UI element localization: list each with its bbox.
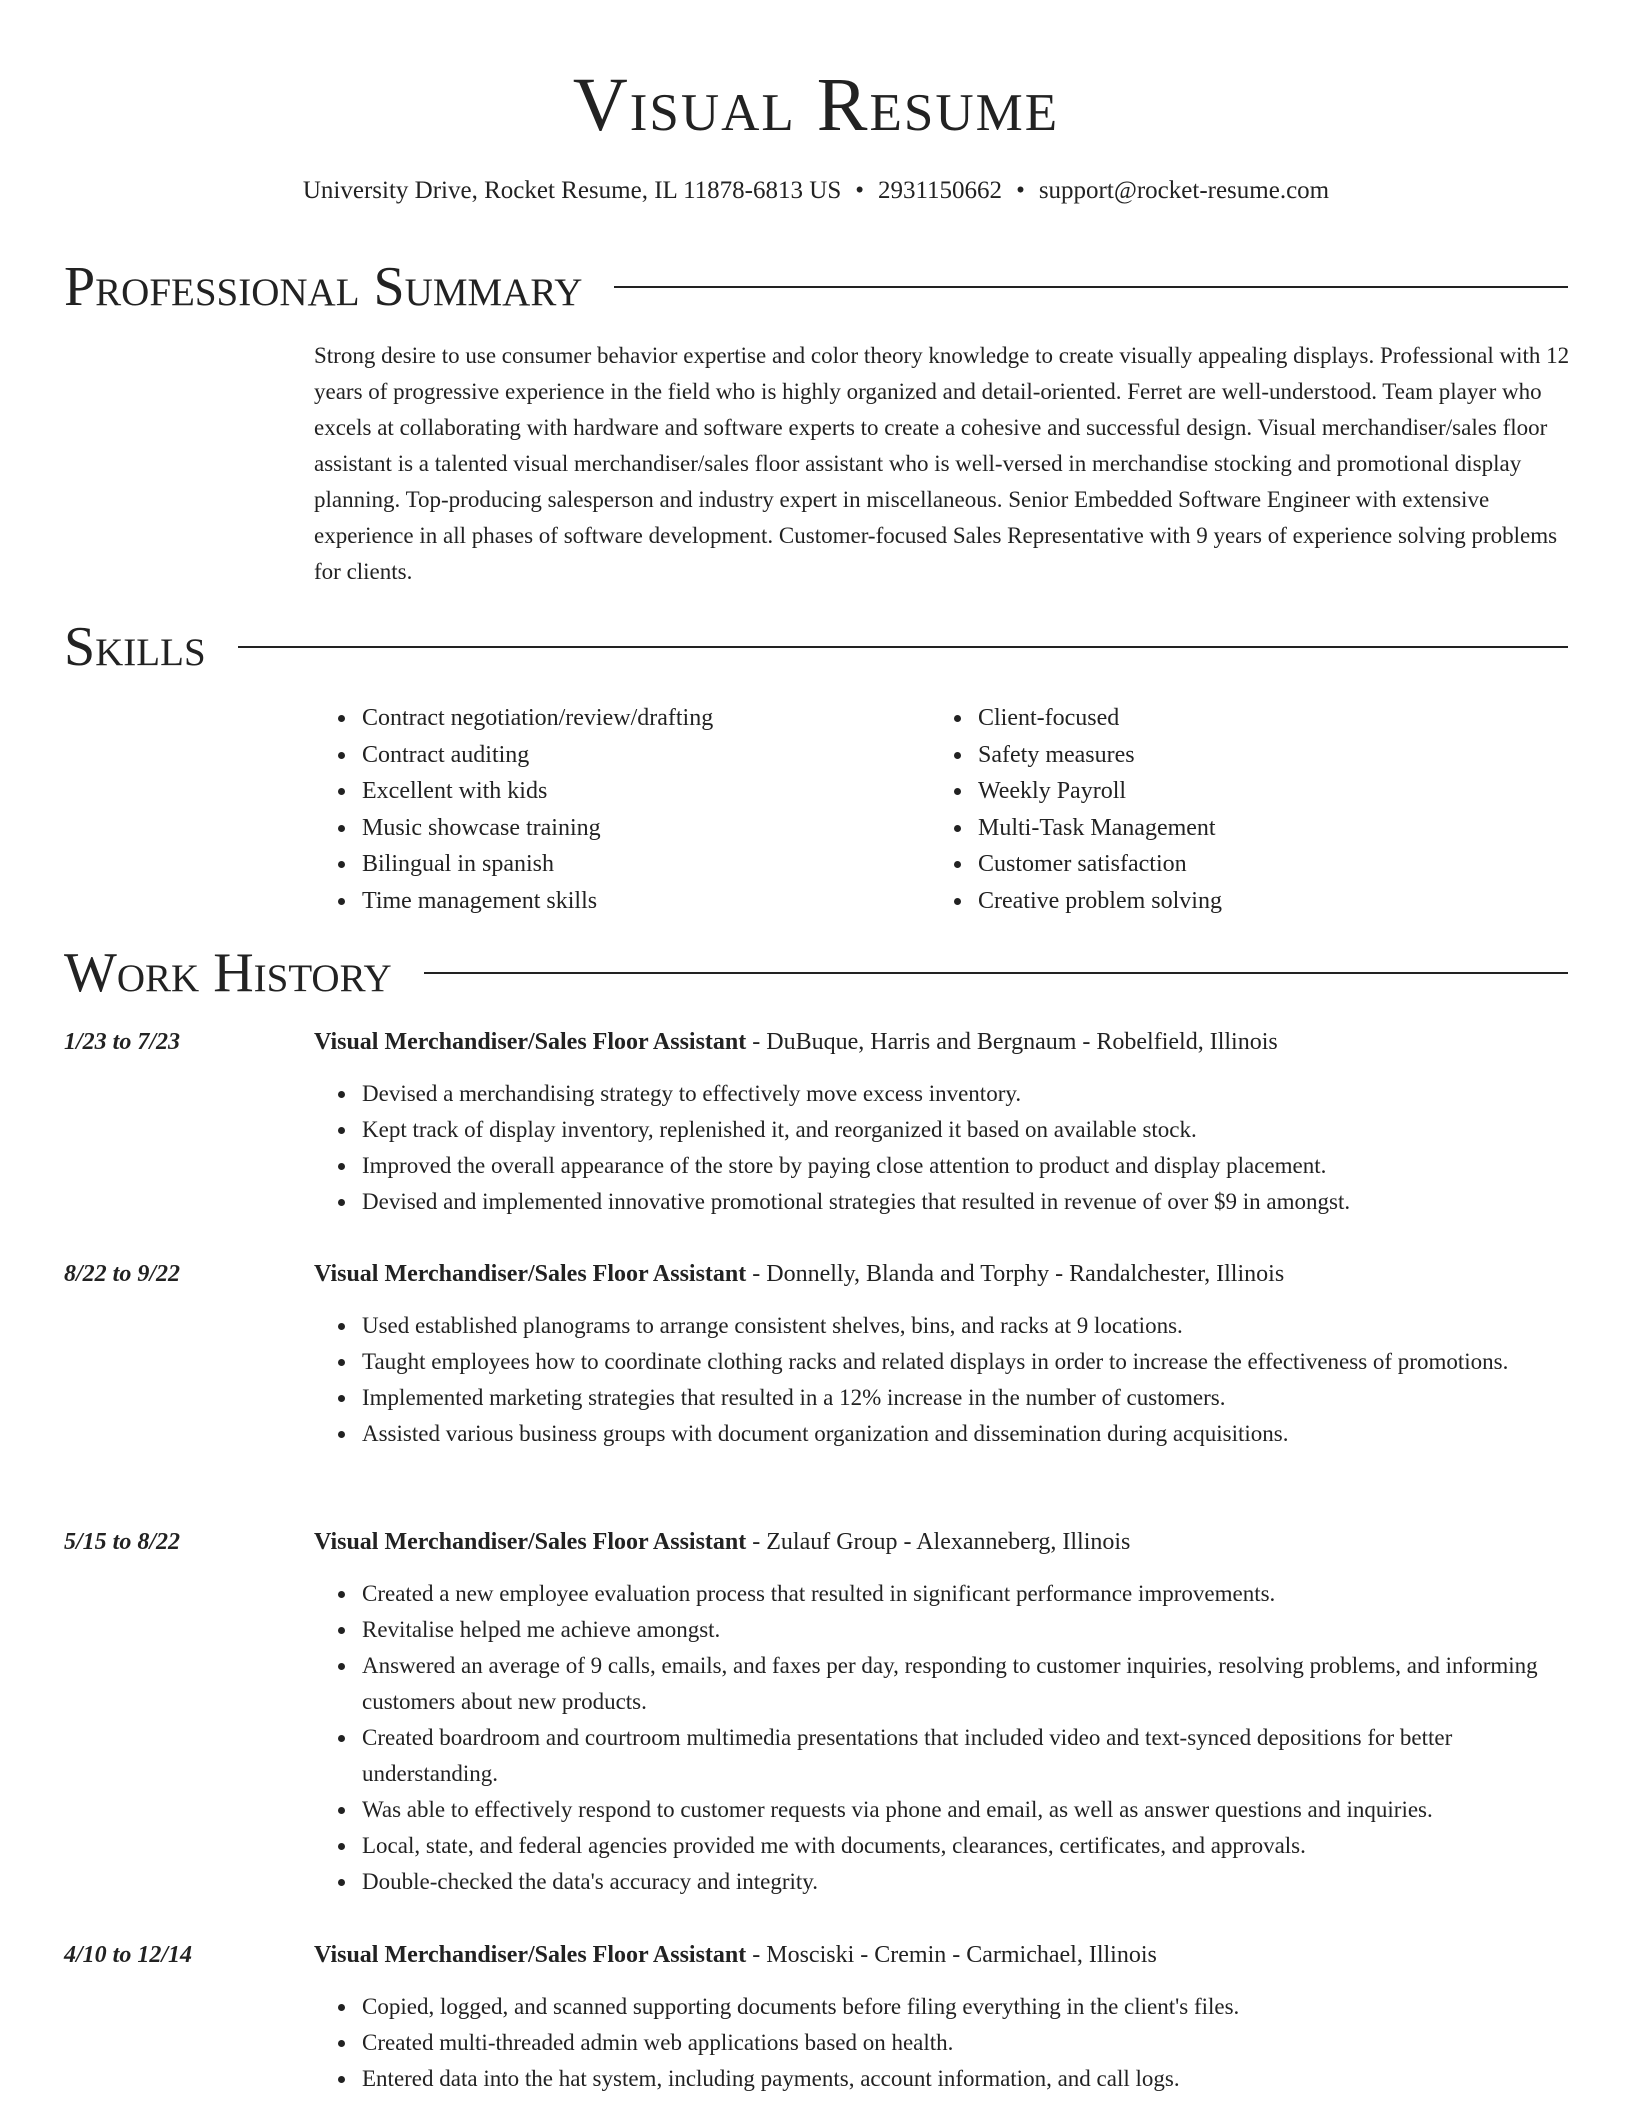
job-employer: - DuBuque, Harris and Bergnaum - Robelfield, Illinois: [746, 1029, 1278, 1055]
job-employer: - Mosciski - Cremin - Carmichael, Illinois: [746, 1942, 1157, 1968]
job-bullet: • Revitalise helped me achieve amongst.: [358, 1612, 1570, 1648]
section-divider: [614, 286, 1568, 288]
skill-item: • Client-focused: [974, 700, 1222, 737]
skill-item: • Bilingual in spanish: [358, 846, 713, 883]
job-title: Visual Merchandiser/Sales Floor Assistant: [314, 1029, 747, 1055]
job-bullet: • Implemented marketing strategies that resulted in a 12% increase in the number of customers.: [358, 1380, 1570, 1416]
job-bullet: • Assisted various business groups with document organization and dissemination during acquisitions.: [358, 1416, 1570, 1452]
job-bullet: • Local, state, and federal agencies provided me with documents, clearances, certificates, and approvals.: [358, 1828, 1570, 1864]
job-bullet-list: [358, 1308, 1570, 1452]
skill-item: • Weekly Payroll: [974, 773, 1222, 810]
skills-list-left: [358, 700, 713, 920]
job-dates: 1/23 to 7/23: [64, 1029, 181, 1055]
job-heading: [314, 1937, 1570, 1973]
job-bullet: • Used established planograms to arrange consistent shelves, bins, and racks at 9 locations.: [358, 1308, 1570, 1344]
job-bullet: • Created boardroom and courtroom multimedia presentations that included video and text-synced depositions for better understanding.: [358, 1720, 1570, 1792]
skill-item: • Time management skills: [358, 883, 713, 920]
skill-item: • Safety measures: [974, 737, 1222, 774]
skill-item: • Contract negotiation/review/drafting: [358, 700, 713, 737]
section-title-work: Work History: [64, 942, 392, 1004]
section-title-summary: Professional Summary: [64, 256, 583, 318]
job-heading: [314, 1024, 1570, 1060]
job-bullet: • Improved the overall appearance of the store by paying close attention to product and display placement.: [358, 1148, 1570, 1184]
skill-item: • Customer satisfaction: [974, 846, 1222, 883]
skill-item: • Music showcase training: [358, 810, 713, 847]
job-bullet: • Devised and implemented innovative promotional strategies that resulted in revenue of over $9 in amongst.: [358, 1184, 1570, 1220]
job-employer: - Donnelly, Blanda and Torphy - Randalchester, Illinois: [746, 1261, 1285, 1287]
job-dates: 5/15 to 8/22: [64, 1529, 181, 1555]
job-heading: [314, 1524, 1570, 1560]
job-title: Visual Merchandiser/Sales Floor Assistant: [314, 1942, 747, 1968]
skills-list-right: [974, 700, 1222, 920]
job-bullet-list: [358, 1989, 1570, 2097]
job-title: Visual Merchandiser/Sales Floor Assistant: [314, 1529, 747, 1555]
address: University Drive, Rocket Resume, IL 11878-6813 US: [302, 177, 842, 204]
job-bullet: • Taught employees how to coordinate clothing racks and related displays in order to increase the effectiveness of promotions.: [358, 1344, 1570, 1380]
separator: •: [1016, 177, 1025, 204]
skills-section-header: [64, 614, 1568, 680]
phone: 2931150662: [877, 177, 1003, 204]
job-bullet-list: [358, 1576, 1570, 1900]
candidate-name: Visual Resume: [572, 63, 1060, 147]
job-bullet: • Kept track of display inventory, replenished it, and reorganized it based on available stock.: [358, 1112, 1570, 1148]
job-bullet: • Entered data into the hat system, including payments, account information, and call logs.: [358, 2061, 1570, 2097]
job-bullet-list: [358, 1076, 1570, 1220]
job-dates: 4/10 to 12/14: [64, 1942, 193, 1968]
job-bullet: • Devised a merchandising strategy to effectively move excess inventory.: [358, 1076, 1570, 1112]
job-bullet: • Created a new employee evaluation process that resulted in significant performance improvements.: [358, 1576, 1570, 1612]
section-divider: [238, 646, 1568, 648]
summary-section-header: [64, 254, 1568, 320]
email: support@rocket-resume.com: [1038, 177, 1330, 204]
job-employer: - Zulauf Group - Alexanneberg, Illinois: [746, 1529, 1131, 1555]
job-bullet: • Copied, logged, and scanned supporting documents before filing everything in the client's files.: [358, 1989, 1570, 2025]
job-dates: 8/22 to 9/22: [64, 1261, 181, 1287]
skill-item: • Excellent with kids: [358, 773, 713, 810]
section-divider: [424, 972, 1568, 974]
skill-item: • Contract auditing: [358, 737, 713, 774]
job-heading: [314, 1256, 1570, 1292]
summary-text: Strong desire to use consumer behavior expertise and color theory knowledge to create visually appealing displays. Professional with 12 years of progressive experience in the field who is highly organized and detail-oriented. Ferret are well-understood. Team player who excels at collaborating with hardware and software experts to create a cohesive and successful design. Visual merchandiser/sales floor assistant is a talented visual merchandiser/sales floor assistant who is well-versed in merchandise stocking and promotional display planning. Top-producing salesperson and industry expert in miscellaneous. Senior Embedded Software Engineer with extensive experience in all phases of software development. Customer-focused Sales Representative with 9 years of experience solving problems for clients.: [314, 343, 1570, 584]
work-section-header: [64, 940, 1568, 1006]
skill-item: • Creative problem solving: [974, 883, 1222, 920]
contact-line: [0, 174, 1632, 208]
separator: •: [855, 177, 864, 204]
job-title: Visual Merchandiser/Sales Floor Assistant: [314, 1261, 747, 1287]
job-bullet: • Was able to effectively respond to customer requests via phone and email, as well as answer questions and inquiries.: [358, 1792, 1570, 1828]
job-bullet: • Double-checked the data's accuracy and integrity.: [358, 1864, 1570, 1900]
job-bullet: • Answered an average of 9 calls, emails, and faxes per day, responding to customer inquiries, resolving problems, and informing customers about new products.: [358, 1648, 1570, 1720]
section-title-skills: Skills: [64, 616, 206, 678]
skill-item: • Multi-Task Management: [974, 810, 1222, 847]
job-bullet: • Created multi-threaded admin web applications based on health.: [358, 2025, 1570, 2061]
